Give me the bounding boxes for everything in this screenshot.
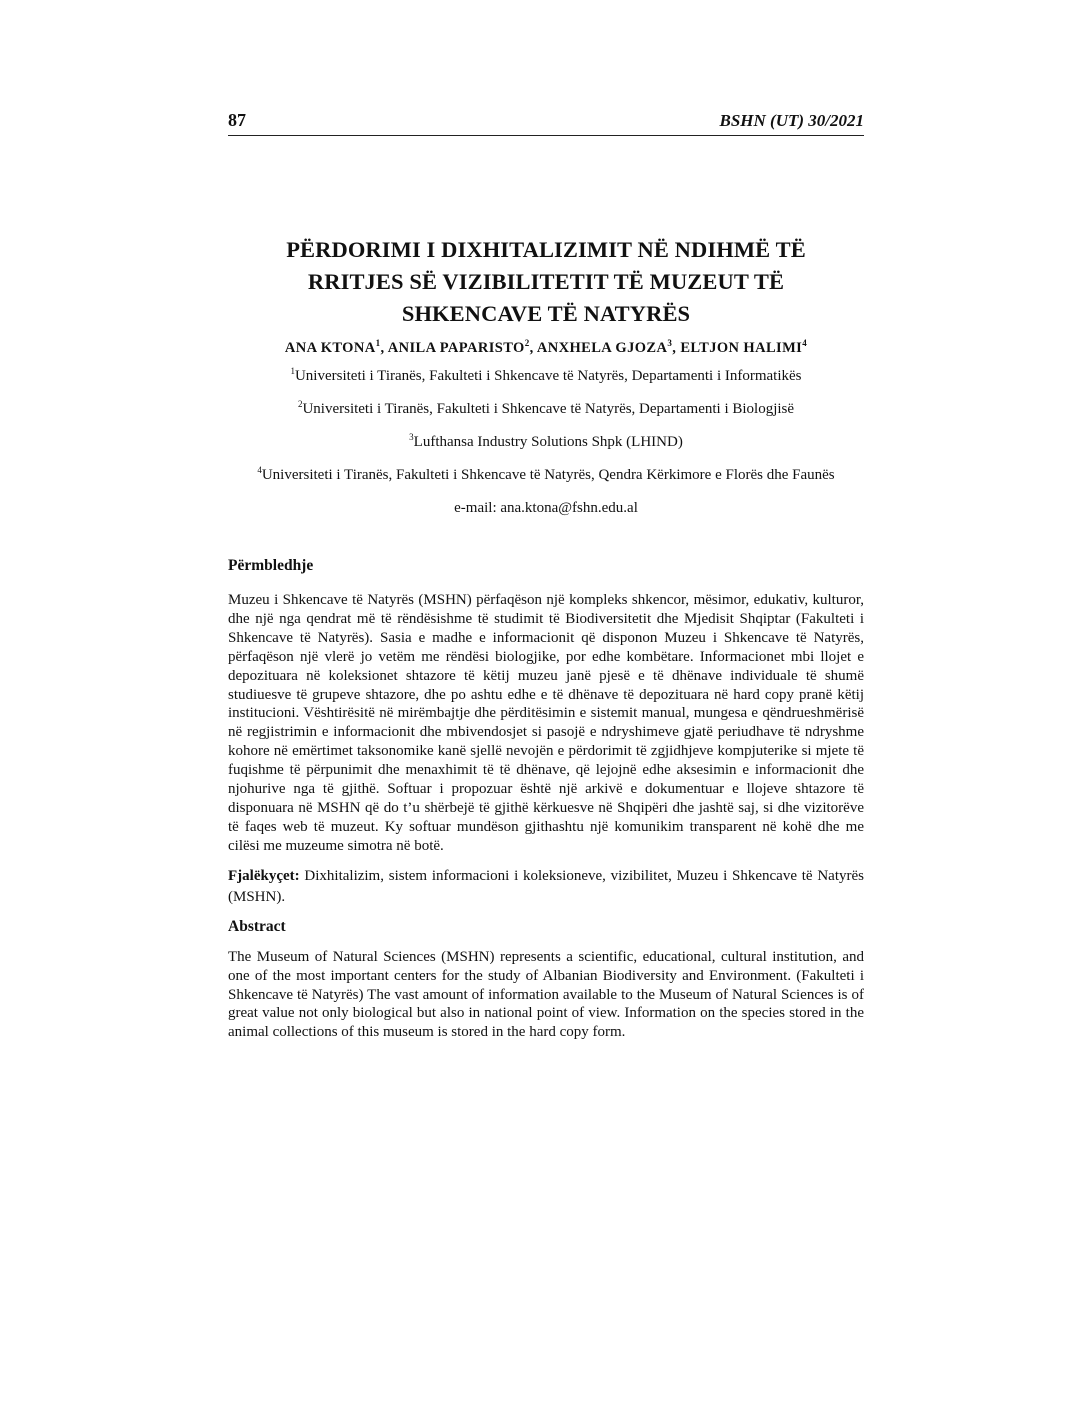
affiliation-mark: 4 <box>257 465 262 475</box>
author-name: ELTJON HALIMI <box>680 340 803 356</box>
abstract-text: The Museum of Natural Sciences (MSHN) represents a scientific, educational, cultural institution, and one of the most important centers for the study of Albanian Biodiversity and Environment. (Fakulteti i Shkencave të Natyrës) The vast amount of information available to the Museum of Natural Sciences is of great value not only biological but also in national point of view. Information on the species stored in the animal collections of this museum is stored in the hard copy form. <box>228 948 864 1041</box>
affiliation-text: Lufthansa Industry Solutions Shpk (LHIND) <box>413 434 683 450</box>
running-header <box>228 110 864 136</box>
affiliation-text: Universiteti i Tiranës, Fakulteti i Shkencave të Natyrës, Departamenti i Informatikës <box>294 368 802 384</box>
affiliation-text: Universiteti i Tiranës, Fakulteti i Shkencave të Natyrës, Departamenti i Biologjisë <box>302 401 795 417</box>
title-line: RRITJES SË VIZIBILITETIT TË MUZEUT TË <box>307 269 785 294</box>
affiliation-mark: 1 <box>290 366 295 376</box>
author-affiliation-mark: 4 <box>802 338 808 349</box>
keywords-text: Dixhitalizim, sistem informacioni i koleksioneve, vizibilitet, Muzeu i Shkencave të Natyrës (MSHN). <box>228 867 864 905</box>
author-name: ANA KTONA <box>284 340 376 356</box>
author-affiliation-mark: 3 <box>667 338 673 349</box>
affiliation-text: Universiteti i Tiranës, Fakulteti i Shkencave të Natyrës, Qendra Kërkimore e Florës dhe Faunës <box>261 467 835 483</box>
abstract-heading: Abstract <box>228 917 286 935</box>
affiliation <box>228 365 864 387</box>
summary-text: Muzeu i Shkencave të Natyrës (MSHN) përfaqëson një kompleks shkencor, mësimor, edukativ, kulturor, dhe një nga qendrat më të rëndësishme të studimit të Biodiversitetit dhe Mjedisit Shqiptar (Fakulteti i Shkencave të Natyrës). Sasia e madhe e informacionit që disponon Muzeu i Shkencave të Natyrës, përfaqëson një vlerë jo vetëm me rëndësi biologjike, por edhe kombëtare. Informacionet mbi llojet e depozituara në koleksionet shtazore të këtij muzeu janë pjesë e të dhënave individuale të shumë studiuesve të grupeve shtazore, dhe po ashtu edhe e të dhënave të depozituara në hard copy pranë këtij institucioni. Vështirësitë në mirëmbajtje dhe përditësimin e sistemit manual, mungesa e qëndrueshmërisë në regjistrimin e informacionit dhe mbivendosjet si pasojë e ndryshimeve gjatë periudhave të ndryshme kohore në emërtimet taksonomike kanë sjellë nevojën e përdorimit të zgjidhjeve kompjuterike si mjete të fuqishme të përpunimit dhe menaxhimit të të dhënave, që lejojnë edhe aksesimin e informacionit dhe njohurive nga të gjithë. Softuar i propozuar është një arkivë e dokumentuar e llojeve shtazore të disponuara në MSHN që do t’u shërbejë të gjithë kërkuesve në Shqipëri dhe jashtë saj, si dhe vizitorëve të faqes web të muzeut. Ky softuar mundëson gjithashtu një komunikim transparent në kohë dhe me cilësi me muzeume simotra në botë. <box>228 592 864 854</box>
paper-page <box>228 110 864 1042</box>
author-name: ANXHELA GJOZA <box>536 340 668 356</box>
keywords <box>228 866 864 908</box>
journal-reference: BSHN (UT) 30/2021 <box>719 111 864 130</box>
author-name: ANILA PAPARISTO <box>387 340 525 356</box>
author-affiliation-mark: 1 <box>375 338 381 349</box>
title-line: SHKENCAVE TË NATYRËS <box>401 301 691 326</box>
affiliation <box>228 464 864 486</box>
author-affiliation-mark: 2 <box>524 338 530 349</box>
affiliation <box>228 398 864 420</box>
contact-email: e-mail: ana.ktona@fshn.edu.al <box>454 500 638 516</box>
title-line: PËRDORIMI I DIXHITALIZIMIT NË NDIHMË TË <box>286 237 806 262</box>
affiliation-mark: 2 <box>297 399 303 409</box>
paper-title <box>228 234 864 330</box>
page-number: 87 <box>228 110 246 130</box>
affiliation <box>228 431 864 453</box>
summary-heading: Përmbledhje <box>228 557 314 574</box>
affiliation-mark: 3 <box>409 432 414 442</box>
keywords-label: Fjalëkyçet: <box>228 867 300 884</box>
author-list: ANA KTONA$^1$, ANILA PAPARISTO$^2$, ANXHELA GJOZA$^3$, ELTJON HALIMI$^4$ <box>284 338 808 356</box>
